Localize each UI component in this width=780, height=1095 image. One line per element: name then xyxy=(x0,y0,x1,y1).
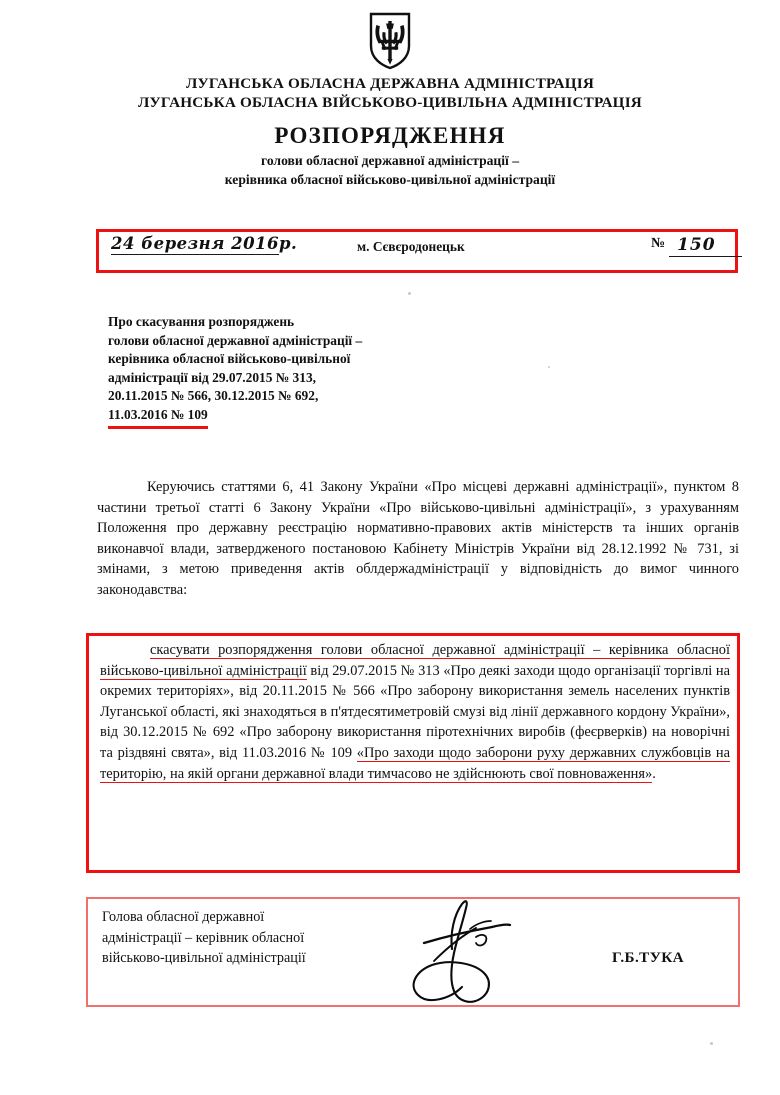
subject-line-2: голови обласної державної адміністрації – xyxy=(108,332,363,348)
signatory-name: Г.Б.ТУКА xyxy=(612,949,685,966)
scan-speck xyxy=(548,366,550,368)
signatory-role-line-3: військово-цивільної адміністрації xyxy=(102,950,306,966)
handwritten-signature-icon xyxy=(388,895,578,1012)
date-number-highlight-box xyxy=(96,229,738,273)
organization-header xyxy=(0,74,780,112)
document-type-title: РОЗПОРЯДЖЕННЯ xyxy=(274,123,506,148)
scan-speck xyxy=(408,292,411,295)
document-number-label: № xyxy=(651,236,666,251)
document-city: м. Сєвєродонецьк xyxy=(357,239,465,254)
subject-line-1: Про скасування розпоряджень xyxy=(108,314,295,329)
signatory-role xyxy=(102,907,432,969)
scan-speck xyxy=(710,1042,713,1045)
signature-highlight-box xyxy=(86,897,740,1007)
document-subtitle xyxy=(0,151,780,189)
document-date-suffix: р. xyxy=(279,234,298,253)
document-subtitle-line-2: керівника обласної військово-цивільної адміністрації xyxy=(224,172,556,187)
resolution-segment-2: від 29.07.2015 № 313 «Про деякі заходи щодо організації торгівлі на окремих територіях», від 20.11.2015 № 566 «Про заборону використання земель населених пунктів Луганської області, які знаходяться в п'ятдесятиметровій смузі від лінії державного кордону України», від 30.12.2015 № 692 «Про заборону використання піротехнічних виробів (феєрверків) на новорічні та різдвяні свята», від 11.03.2016 № 109 xyxy=(100,662,731,761)
document-number-value: 150 xyxy=(669,235,742,257)
resolution-paragraph xyxy=(100,640,730,784)
document-date-value: 24 березня 2016 xyxy=(111,234,280,253)
org-line-2: ЛУГАНСЬКА ОБЛАСНА ВІЙСЬКОВО-ЦИВІЛЬНА АДМІНІСТРАЦІЯ xyxy=(138,94,642,111)
ukraine-trident-coat-of-arms-icon xyxy=(369,12,411,75)
resolution-segment-underlined-1: скасувати розпорядження голови обласної державної адміністрації – керівника обласної військово-цивільної адміністрації xyxy=(100,642,730,679)
signatory-role-line-2: адміністрації – керівник обласної xyxy=(102,929,305,946)
crest-container xyxy=(0,0,780,72)
subject-line-4: адміністрації від 29.07.2015 № 313, xyxy=(108,369,316,385)
resolution-segment-underlined-3: «Про заходи щодо заборони руху державних службовців на територію, на якій органи державної влади тимчасово не здійснюють свої повноваження» xyxy=(100,744,730,782)
resolution-segment-4: . xyxy=(652,765,656,782)
document-subtitle-line-1: голови обласної державної адміністрації – xyxy=(260,153,520,168)
org-line-1: ЛУГАНСЬКА ОБЛАСНА ДЕРЖАВНА АДМІНІСТРАЦІЯ xyxy=(185,75,595,92)
resolution-highlight-box xyxy=(86,633,740,873)
signatory-role-line-1: Голова обласної державної xyxy=(102,909,265,925)
subject-line-6 xyxy=(108,406,528,429)
subject-line-3: керівника обласної військово-цивільної xyxy=(108,351,351,367)
preamble-paragraph xyxy=(97,477,739,600)
subject-line-5: 20.11.2015 № 566, 30.12.2015 № 692, xyxy=(108,388,319,404)
document-number-group xyxy=(651,235,742,257)
subject-block xyxy=(108,313,528,429)
document-date xyxy=(111,234,297,253)
preamble-text: Керуючись статтями 6, 41 Закону України «Про місцеві державні адміністрації», пунктом 8 частини третьої статті 6 Закону України «Про військово-цивільні адміністрації», з урахуванням Положення про державну реєстрацію нормативно-правових актів міністерств та інших органів виконавчої влади, затвердженого постановою Кабінету Міністрів України від 28.12.1992 № 731, зі змінами, з метою приведення актів облдержадміністрації у відповідність до вимог чинного законодавства: xyxy=(97,479,739,598)
subject-line-6-underlined: 11.03.2016 № 109 xyxy=(108,406,208,429)
